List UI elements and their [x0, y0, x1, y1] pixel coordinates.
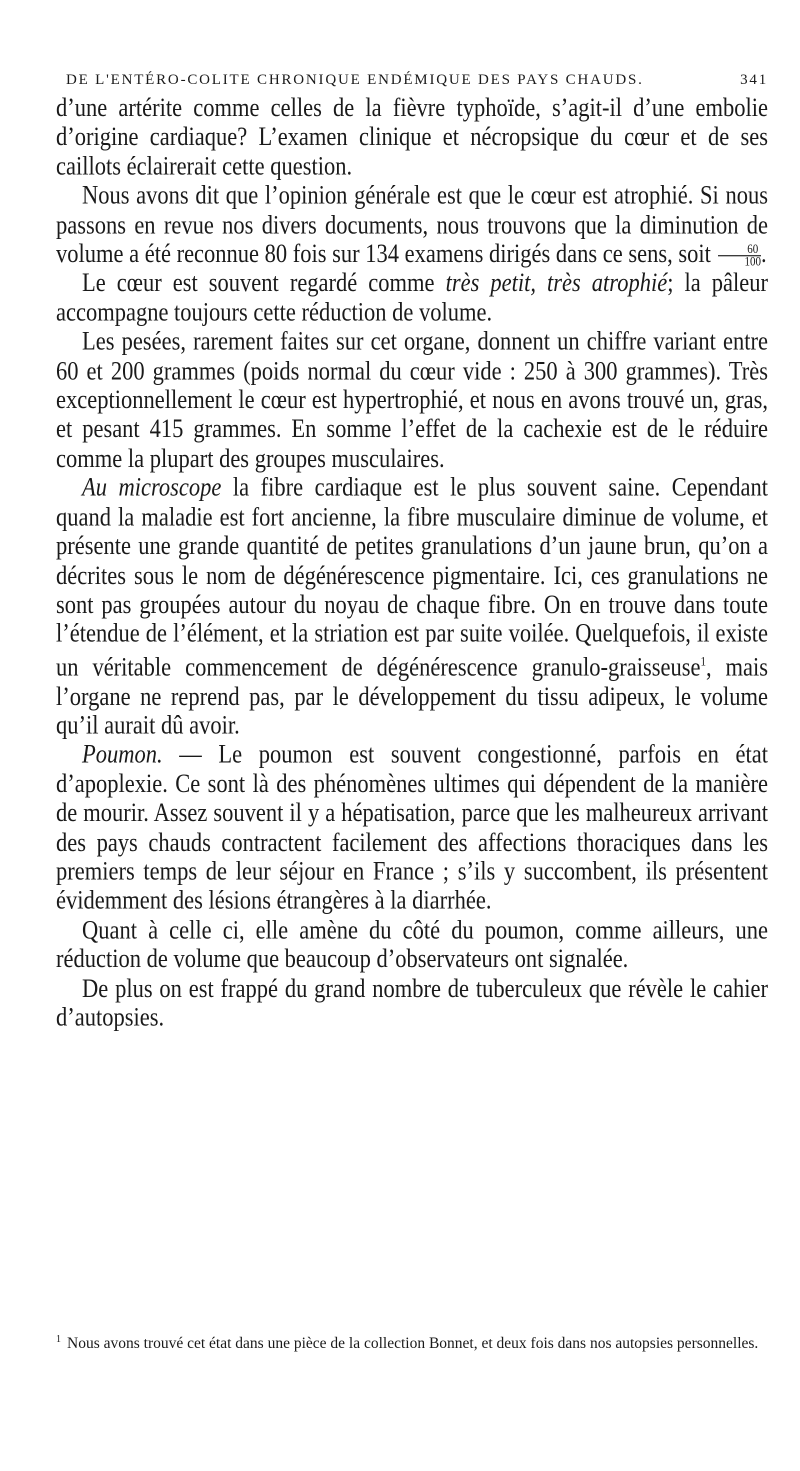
paragraph-5-text: la fibre cardiaque est le plus souvent saine. Cependant quand la maladie est fort ancienne, la fibre musculaire diminue de volume, et présente une grande quantité de petites granulations d’un jaune brun, qu’on a décrites sous le nom de dégénérescence pigmentaire. Ici, ces granulations ne sont pas groupées autour du noyau de chaque fibre. On en trouve dans toute l’étendue de l’élément, et la striation est par suite voilée. Quelquefois, il existe un véritable commencement de dégénérescence granulo-graisseuse — [56, 472, 768, 681]
paragraph-5-end: , mais l’organe ne reprend pas, par le développement du tissu adipeux, le volume qu’il aurait dû avoir. — [56, 652, 769, 740]
paragraph-5 — [56, 473, 768, 740]
paragraph-3 — [56, 268, 768, 326]
paragraph-3-start: Le cœur est souvent regardé comme — [82, 268, 435, 298]
fraction — [718, 244, 761, 268]
paragraph-3-emphasis: très petit, très atrophié — [445, 268, 668, 298]
fraction-denominator: 100 — [744, 255, 761, 270]
body-text — [56, 93, 768, 1032]
running-head-title: DE L'ENTÉRO-COLITE CHRONIQUE ENDÉMIQUE DES PAYS CHAUDS. — [66, 72, 644, 88]
paragraph-8: De plus on est frappé du grand nombre de tuberculeux que révèle le cahier d’autopsies. — [56, 973, 768, 1032]
page-number: 341 — [740, 72, 768, 88]
footnote — [56, 1330, 768, 1354]
paragraph-6 — [56, 740, 768, 915]
paragraph-2 — [56, 181, 768, 269]
footnote-text: Nous avons trouvé cet état dans une pièce de la collection Bonnet, et deux fois dans nos autopsies personnelles. — [67, 1335, 759, 1353]
paragraph-2-end: . — [760, 239, 767, 268]
fraction-numerator: 60 — [718, 244, 761, 257]
section-heading-poumon: Poumon. — [82, 739, 163, 769]
paragraph-1: d’une artérite comme celles de la fièvre typhoïde, s’agit-il d’une embolie d’origine cardiaque? L’examen clinique et nécropsique du cœur et de ses caillots éclairerait cette question. — [56, 93, 768, 181]
footnote-reference: 1 — [700, 655, 706, 669]
paragraph-3-rest: ; la pâleur accompagne toujours cette réduction de volume. — [56, 268, 769, 327]
paragraph-5-emphasis: Au microscope — [82, 472, 222, 502]
footnote-marker: 1 — [56, 1334, 61, 1345]
paragraph-7: Quant à celle ci, elle amène du côté du poumon, comme ailleurs, une réduction de volume que beaucoup d’observateurs ont signalée. — [56, 915, 768, 974]
paragraph-6-text: — Le poumon est souvent congestionné, parfois en état d’apoplexie. Ce sont là des phénomènes ultimes qui dépendent de la manière de mourir. Assez souvent il y a hépatisation, parce que les malheureux arrivant des pays chauds contractent facilement des affections thoraciques dans les premiers temps de leur séjour en France ; s’ils y succombent, ils présentent évidemment des lésions étrangères à la diarrhée. — [56, 739, 768, 915]
paragraph-4: Les pesées, rarement faites sur cet organe, donnent un chiffre variant entre 60 et 200 grammes (poids normal du cœur vide : 250 à 300 grammes). Très exceptionnellement le cœur est hypertrophié, et nous en avons trouvé un, gras, et pesant 415 grammes. En somme l’effet de la cachexie est de le réduire comme la plupart des groupes musculaires. — [56, 326, 768, 473]
paragraph-2-text: Nous avons dit que l’opinion générale est que le cœur est atrophié. Si nous passons en revue nos divers documents, nous trouvons que la diminution de volume a été reconnue 80 fois sur 134 examens dirigés dans ce sens, soit — [56, 180, 768, 268]
